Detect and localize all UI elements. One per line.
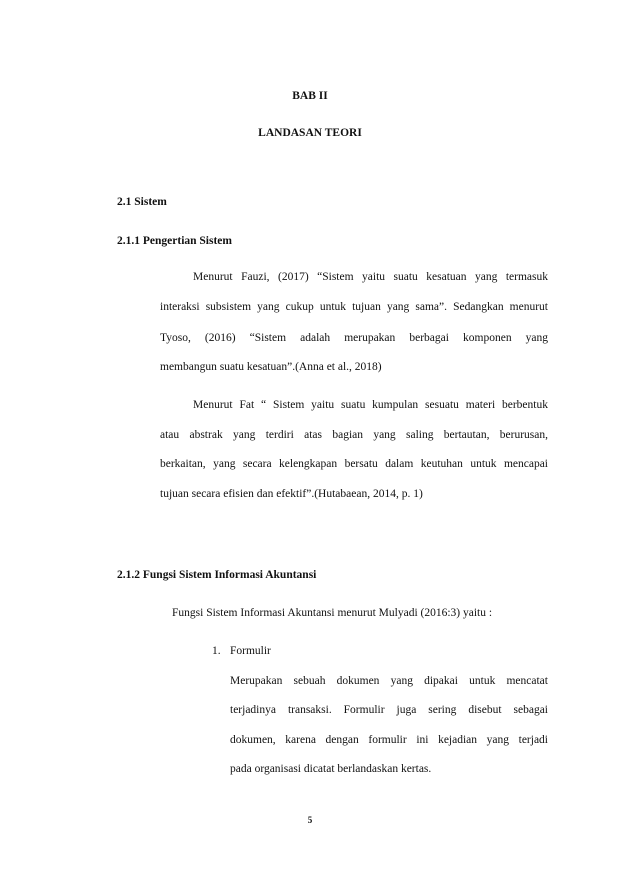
- chapter-title: LANDASAN TEORI: [258, 127, 362, 139]
- paragraph-line: berkaitan, yang secara kelengkapan bersatu dalam keutuhan untuk mencapai: [160, 458, 548, 470]
- intro-line: Fungsi Sistem Informasi Akuntansi menurut Mulyadi (2016:3) yaitu :: [172, 607, 493, 619]
- list-item-title: Formulir: [230, 645, 271, 657]
- section-heading: 2.1 Sistem: [117, 196, 167, 208]
- list-number: 1.: [212, 645, 221, 657]
- paragraph-line: interaksi subsistem yang cukup untuk tujuan yang sama”. Sedangkan menurut: [160, 301, 548, 313]
- paragraph-line: Tyoso, (2016) “Sistem adalah merupakan berbagai komponen yang: [160, 332, 548, 344]
- paragraph-line: membangun suatu kesatuan”.(Anna et al., 2018): [160, 361, 382, 373]
- paragraph-line: Menurut Fauzi, (2017) “Sistem yaitu suatu kesatuan yang termasuk: [193, 271, 548, 283]
- paragraph-line: Menurut Fat “ Sistem yaitu suatu kumpulan sesuatu materi berbentuk: [193, 399, 548, 411]
- chapter-label: BAB II: [292, 90, 328, 102]
- list-item-line: Merupakan sebuah dokumen yang dipakai untuk mencatat: [230, 675, 548, 687]
- subsection-heading: 2.1.1 Pengertian Sistem: [117, 235, 232, 247]
- page-number: 5: [307, 815, 313, 825]
- list-item-line: terjadinya transaksi. Formulir juga sering disebut sebagai: [230, 704, 548, 716]
- list-item-line: dokumen, karena dengan formulir ini kejadian yang terjadi: [230, 734, 548, 746]
- section-heading: 2.1.2 Fungsi Sistem Informasi Akuntansi: [117, 569, 317, 581]
- paragraph-line: tujuan secara efisien dan efektif”.(Hutabaean, 2014, p. 1): [160, 488, 423, 500]
- list-item-line: pada organisasi dicatat berlandaskan kertas.: [230, 763, 432, 775]
- paragraph-line: atau abstrak yang terdiri atas bagian yang saling bertautan, berurusan,: [160, 429, 548, 441]
